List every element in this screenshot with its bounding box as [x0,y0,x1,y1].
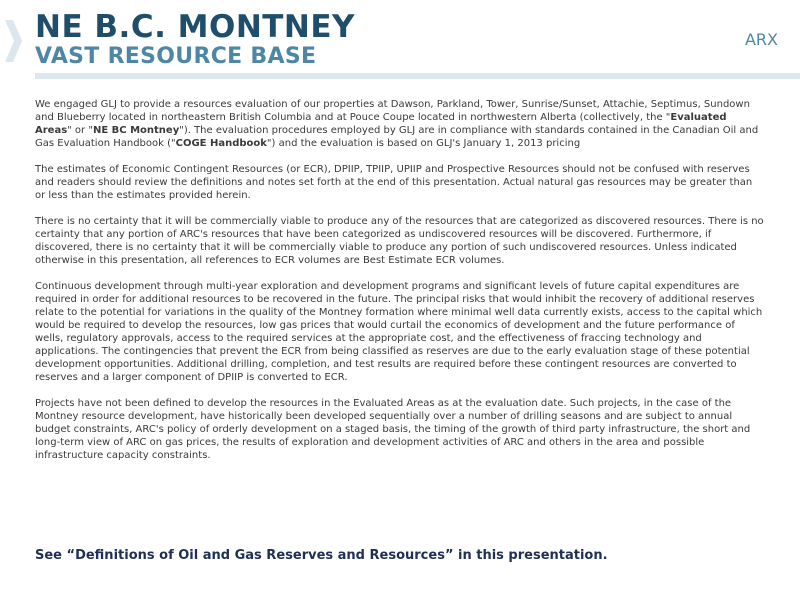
header-divider [35,73,800,79]
term-coge-handbook: COGE Handbook [175,138,267,149]
brand-logo: ARX [744,30,778,49]
page-subtitle: VAST RESOURCE BASE [35,44,317,69]
paragraph-text: We engaged GLJ to provide a resources evaluation of our properties at Dawson, Parkland, Tower, Sunrise/Sunset, Attachie, Septimus, Sundown and Blueberry located in northeastern British Columbia and at Pouce Coupe located in northwestern Alberta (collectively, the " [35,99,750,123]
term-ne-bc-montney: NE BC Montney [92,125,180,136]
paragraph-estimates: The estimates of Economic Contingent Resources (or ECR), DPIIP, TPIIP, UPIIP and Prospective Resources should not be confused with reserves and readers should review the definitions and notes set forth at the end of this presentation. Actual natural gas resources may be greater than or less than the estimates provided herein. [35,164,753,201]
paragraph-certainty: There is no certainty that it will be commercially viable to produce any of the resources that are categorized as discovered resources. There is no certainty that any portion of ARC's resources that have been categorized as undiscovered resources will be discovered. Furthermore, if discovered, there is no certainty that it will be commercially viable to produce any portion of such undiscovered resources. Unless indicated otherwise in this presentation, all references to ECR volumes are Best Estimate ECR volumes. [35,216,764,266]
paragraph-text: "). The evaluation procedures employed by GLJ are in compliance with standards contained in the Canadian Oil and Gas Evaluation Handbook (" [35,125,759,149]
page-title: NE B.C. MONTNEY [35,9,355,45]
title-block [35,10,355,70]
disclaimer-body [35,98,765,475]
paragraph-text: " or " [67,125,93,136]
paragraph-text: ") and the evaluation is based on GLJ's January 1, 2013 pricing [266,138,581,149]
paragraph-projects: Projects have not been defined to develop the resources in the Evaluated Areas as at the evaluation date. Such projects, in the case of the Montney resource development, have historically been developed sequentially over a number of drilling seasons and are subject to annual budget constraints, ARC's policy of orderly development on a staged basis, the timing of the growth of third party infrastructure, the short and long-term view of ARC on gas prices, the results of exploration and development activities of ARC and others in the area and possible infrastructure capacity constraints. [35,398,751,461]
paragraph-development: Continuous development through multi-year exploration and development programs and significant levels of future capital expenditures are required in order for additional resources to be recovered in the future. The principal risks that would inhibit the recovery of additional reserves relate to the potential for variations in the quality of the Montney formation where minimal well data currently exists, access to the capital which would be required to develop the resources, low gas prices that would curtail the economics of development and the future performance of wells, regulatory approvals, access to the required services at the appropriate cost, and the effectiveness of fraccing technology and applications. The contingencies that prevent the ECR from being classified as reserves are due to the early evaluation stage of these potential development opportunities. Additional drilling, completion, and test results are required before these contingent resources are converted to reserves and a larger component of DPIIP is converted to ECR. [35,281,763,383]
definitions-note: See “Definitions of Oil and Gas Reserves and Resources” in this presentation. [35,548,608,563]
chevron-icon [3,18,23,64]
term-evaluated-areas: Evaluated Areas [35,112,727,136]
paragraph-evaluation [35,98,765,150]
